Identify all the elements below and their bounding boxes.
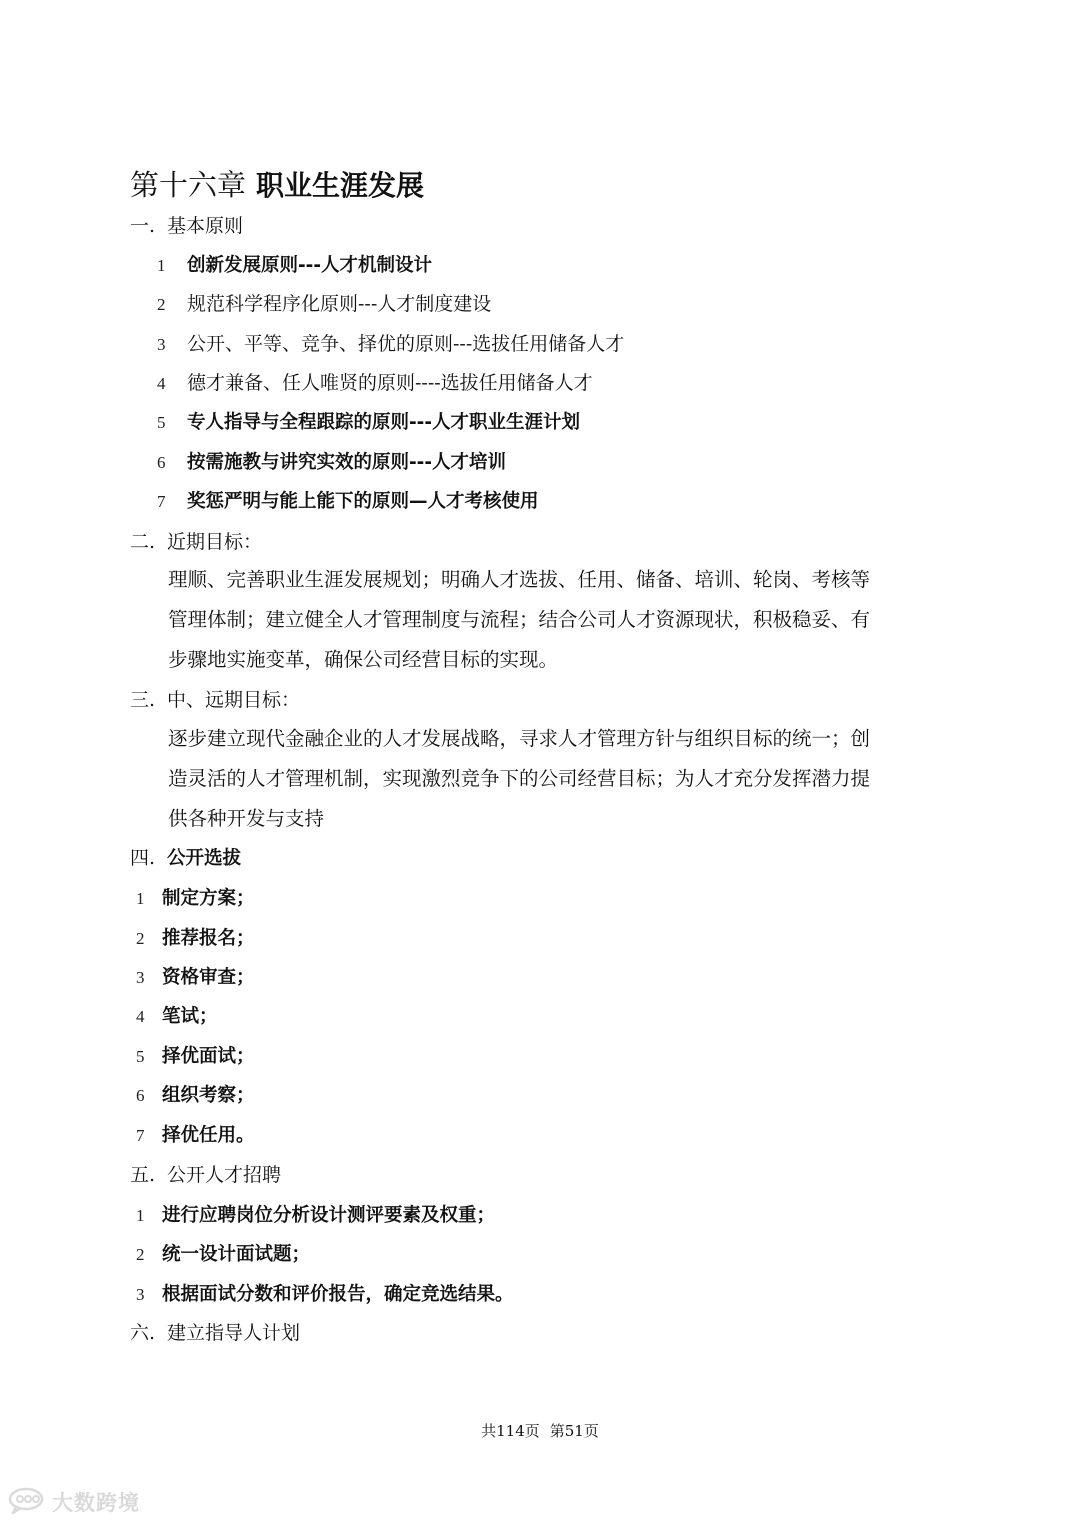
speech-bubble-logo-icon	[8, 1486, 48, 1518]
section-mark: 二.	[130, 531, 156, 553]
item-text: 公开、平等、竞争、择优的原则---选拔任用储备人才	[187, 333, 625, 355]
item-number: 4	[157, 374, 166, 393]
principle-item	[157, 250, 432, 280]
item-number: 2	[136, 929, 145, 948]
paragraph-line: 步骤地实施变革，确保公司经营目标的实现。	[168, 648, 559, 671]
item-text: 奖惩严明与能上能下的原则—人才考核使用	[187, 491, 539, 512]
watermark-text: 大数跨境	[52, 1491, 140, 1515]
item-number: 6	[136, 1086, 145, 1105]
item-number: 3	[136, 1285, 145, 1304]
item-text: 择优任用。	[162, 1125, 255, 1146]
item-text: 资格审查；	[162, 967, 255, 988]
section-label: 建立指导人计划	[167, 1322, 301, 1344]
item-text: 按需施教与讲究实效的原则---人才培训	[187, 452, 507, 473]
item-text: 创新发展原则---人才机制设计	[187, 255, 433, 276]
section-label: 公开选拔	[167, 848, 242, 869]
recruit-step	[136, 1279, 514, 1309]
item-text: 德才兼备、任人唯贤的原则----选拔任用储备人才	[187, 372, 593, 394]
chapter-name: 职业生涯发展	[256, 169, 425, 202]
section-heading-2	[130, 527, 262, 557]
chapter-title	[130, 165, 424, 206]
principle-item	[157, 368, 593, 398]
section-heading-6	[130, 1318, 300, 1348]
section-label: 公开人才招聘	[167, 1164, 282, 1186]
section-mark: 一.	[130, 215, 156, 237]
item-text: 规范科学程序化原则---人才制度建设	[187, 293, 492, 315]
selection-step	[136, 962, 255, 992]
near-term-paragraph	[168, 560, 870, 680]
item-number: 2	[157, 295, 166, 314]
paragraph-line: 供各种开发与支持	[168, 807, 325, 830]
section-mark: 三.	[130, 689, 156, 711]
section-heading-5	[130, 1160, 281, 1190]
section-heading-3	[130, 685, 300, 715]
principle-item	[157, 447, 506, 477]
item-number: 3	[157, 335, 166, 354]
section-label: 近期目标：	[167, 531, 263, 553]
paragraph-line: 造灵活的人才管理机制，实现激烈竞争下的公司经营目标；为人才充分发挥潜力提	[168, 767, 871, 790]
item-text: 组织考察；	[162, 1085, 255, 1106]
section-label: 中、远期目标：	[167, 689, 301, 711]
item-number: 1	[157, 256, 166, 275]
item-text: 统一设计面试题；	[162, 1244, 311, 1265]
item-text: 推荐报名；	[162, 928, 255, 949]
item-number: 1	[136, 889, 145, 908]
section-mark: 六.	[130, 1322, 156, 1344]
item-number: 4	[136, 1007, 145, 1026]
principle-item	[157, 407, 580, 437]
item-number: 7	[157, 492, 166, 511]
item-text: 进行应聘岗位分析设计测评要素及权重；	[162, 1205, 496, 1226]
selection-step	[136, 1120, 255, 1150]
page-footer	[0, 1420, 1080, 1442]
page-total: 共114页	[481, 1422, 540, 1440]
item-number: 3	[136, 968, 145, 987]
principle-item	[157, 486, 539, 516]
item-number: 2	[136, 1245, 145, 1264]
section-heading-4	[130, 843, 241, 873]
long-term-paragraph	[168, 719, 870, 839]
section-mark: 五.	[130, 1164, 156, 1186]
selection-step	[136, 883, 255, 913]
item-number: 5	[136, 1047, 145, 1066]
principle-item	[157, 289, 491, 319]
item-text: 笔试；	[162, 1006, 218, 1027]
principle-item	[157, 329, 624, 359]
item-text: 专人指导与全程跟踪的原则---人才职业生涯计划	[187, 412, 581, 433]
item-number: 7	[136, 1126, 145, 1145]
selection-step	[136, 1080, 255, 1110]
recruit-step	[136, 1200, 495, 1230]
paragraph-line: 逐步建立现代金融企业的人才发展战略，寻求人才管理方针与组织目标的统一；创	[168, 727, 871, 750]
item-number: 5	[157, 413, 166, 432]
chapter-prefix: 第十六章	[130, 168, 247, 202]
item-text: 制定方案；	[162, 888, 255, 909]
item-text: 择优面试；	[162, 1046, 255, 1067]
item-number: 6	[157, 453, 166, 472]
recruit-step	[136, 1239, 310, 1269]
section-label: 基本原则	[167, 215, 244, 237]
item-number: 1	[136, 1206, 145, 1225]
paragraph-line: 理顺、完善职业生涯发展规划；明确人才选拔、任用、储备、培训、轮岗、考核等	[168, 568, 871, 591]
page-current: 第51页	[549, 1422, 599, 1440]
selection-step	[136, 1041, 255, 1071]
paragraph-line: 管理体制；建立健全人才管理制度与流程；结合公司人才资源现状，积极稳妥、有	[168, 608, 871, 631]
selection-step	[136, 1001, 218, 1031]
section-heading-1	[130, 211, 243, 241]
watermark	[8, 1487, 140, 1517]
item-text: 根据面试分数和评价报告，确定竞选结果。	[162, 1284, 514, 1305]
section-mark: 四.	[130, 847, 156, 869]
selection-step	[136, 923, 255, 953]
